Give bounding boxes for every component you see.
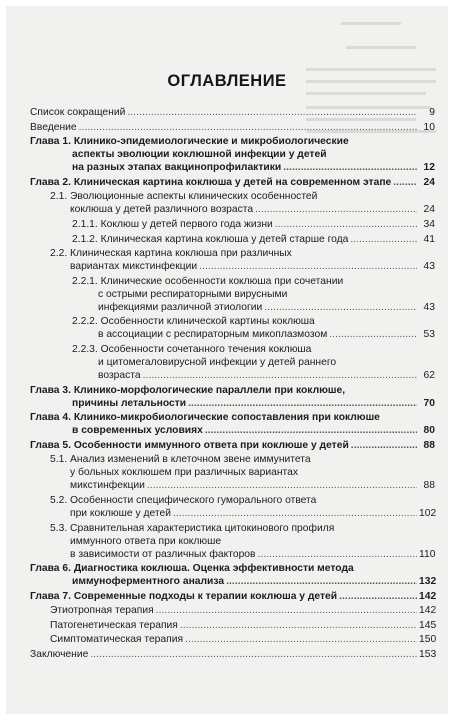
dot-leader: [180, 619, 417, 632]
toc-entry-text: 2.2.1. Клинические особенности коклюша при сочетании: [72, 275, 344, 287]
toc-entry: [30, 135, 435, 174]
toc-entry: [30, 247, 435, 273]
toc-page-number: 24: [423, 204, 435, 216]
dot-leader: [351, 439, 417, 452]
toc-entry-text: инфекциями различной этиологии: [98, 301, 263, 313]
toc-entry: [30, 176, 435, 189]
toc-page-number: 24: [423, 176, 435, 188]
toc-page-number: 53: [423, 329, 435, 341]
dot-leader: [127, 106, 417, 119]
toc-entry-text: Глава 6. Диагностика коклюша. Оценка эффективности метода: [30, 563, 354, 575]
toc-entry-text: при коклюше у детей: [70, 507, 171, 519]
book-page: [6, 6, 448, 714]
toc-entry-text: Глава 7. Современные подходы к терапии коклюша у детей: [30, 590, 338, 602]
toc-entry-text: Глава 1. Клинико-эпидемиологические и микробиологические: [30, 136, 349, 148]
dot-leader: [226, 575, 417, 588]
toc-entry-text: Патогенетическая терапия: [50, 619, 178, 631]
dot-leader: [188, 397, 417, 410]
toc-entry-text: 2.2.2. Особенности клинической картины коклюша: [72, 316, 315, 328]
toc-entry: [30, 604, 435, 617]
dot-leader: [255, 203, 417, 216]
toc-entry-text: иммунного ответа при коклюше: [70, 535, 222, 547]
toc-entry-text: Этиотропная терапия: [50, 605, 154, 617]
toc-entry: [30, 121, 435, 134]
dot-leader: [143, 369, 417, 382]
toc-entry: [30, 233, 435, 246]
toc-entry-text: 2.1. Эволюционные аспекты клинических особенностей: [50, 191, 318, 203]
toc-entry: [30, 343, 435, 382]
dot-leader: [185, 633, 417, 646]
toc-entry-text: и цитомегаловирусной инфекции у детей раннего: [98, 356, 337, 368]
toc-entry-text: 5.1. Анализ изменений в клеточном звене иммунитета: [50, 454, 311, 466]
toc-entry-text: коклюша у детей различного возраста: [70, 204, 254, 216]
dot-leader: [205, 424, 417, 437]
toc-page-number: 142: [419, 590, 437, 602]
page-title: ОГЛАВЛЕНИЕ: [167, 72, 287, 90]
toc-entry-text: в ассоциации с респираторным микоплазмозом: [98, 329, 328, 341]
toc-entry-text: 2.1.1. Коклюш у детей первого года жизни: [72, 218, 273, 230]
toc-entry-text: аспекты эволюции коклюшной инфекции у детей: [72, 149, 327, 161]
toc-entry: [30, 633, 435, 646]
toc-entry-text: с острыми респираторными вирусными: [98, 288, 288, 300]
toc-entry: [30, 648, 435, 661]
toc-entry: [30, 522, 435, 561]
toc-entry-text: Глава 4. Клинико-микробиологические сопоставления при коклюше: [30, 412, 380, 424]
toc-page-number: 88: [423, 480, 435, 492]
toc-page-number: 12: [423, 162, 435, 174]
toc-page-number: 150: [419, 634, 437, 646]
dot-leader: [79, 121, 417, 134]
toc-entry-text: Список сокращений: [30, 107, 126, 118]
dot-leader: [329, 328, 417, 341]
toc-entry-text: 5.2. Особенности специфического гуморального ответа: [50, 494, 317, 506]
toc-entry-text: вариантах микстинфекции: [70, 261, 198, 273]
toc-page-number: 132: [419, 576, 437, 588]
dot-leader: [90, 648, 417, 661]
toc-entry-text: Глава 2. Клиническая картина коклюша у детей на современном этапе: [30, 176, 392, 188]
toc-entry: [30, 494, 435, 520]
toc-page-number: 34: [423, 218, 435, 230]
toc-entry: [30, 439, 435, 452]
table-of-contents: [30, 106, 435, 663]
dot-leader: [147, 479, 417, 492]
toc-entry: [30, 590, 435, 603]
dot-leader: [283, 161, 417, 174]
toc-entry-text: в зависимости от различных факторов: [70, 548, 256, 560]
toc-page-number: 70: [423, 397, 435, 409]
toc-entry: [30, 411, 435, 437]
toc-entry-text: Введение: [30, 121, 77, 133]
toc-entry: [30, 275, 435, 314]
dot-leader: [156, 604, 417, 617]
toc-page-number: 62: [423, 369, 435, 381]
toc-page-number: 102: [419, 507, 437, 519]
toc-page-number: 41: [423, 233, 435, 245]
toc-page-number: 110: [419, 548, 436, 560]
toc-entry-text: 5.3. Сравнительная характеристика цитокинового профиля: [50, 522, 335, 534]
toc-entry-text: у больных коклюшем при различных вариантах: [70, 467, 299, 479]
toc-page-number: 88: [423, 439, 435, 451]
toc-entry-text: 2.1.2. Клиническая картина коклюша у детей старше года: [72, 233, 349, 245]
toc-page-number: 142: [419, 605, 437, 617]
toc-entry: [30, 315, 435, 341]
toc-entry-text: микстинфекции: [70, 480, 145, 492]
toc-page-number: 10: [423, 121, 435, 133]
dot-leader: [258, 548, 418, 561]
toc-page-number: 9: [429, 107, 435, 118]
toc-entry-text: иммуноферментного анализа: [72, 576, 225, 588]
toc-entry: [30, 190, 435, 216]
dot-leader: [199, 260, 417, 273]
toc-entry: [30, 562, 435, 588]
toc-entry-text: возраста: [98, 369, 141, 381]
toc-page-number: 43: [423, 301, 435, 313]
toc-entry: [30, 384, 435, 410]
toc-page-number: 153: [419, 649, 437, 661]
toc-entry: [30, 619, 435, 632]
toc-entry-text: Глава 3. Клинико-морфологические параллели при коклюше,: [30, 384, 346, 396]
dot-leader: [393, 176, 417, 189]
toc-entry-text: причины летальности: [72, 397, 187, 409]
dot-leader: [339, 590, 417, 603]
dot-leader: [275, 218, 417, 231]
toc-entry: [30, 106, 435, 119]
toc-entry: [30, 218, 435, 231]
toc-entry-text: 2.2. Клиническая картина коклюша при различных: [50, 248, 292, 260]
toc-entry-text: Симптоматическая терапия: [50, 634, 184, 646]
toc-entry-text: 2.2.3. Особенности сочетанного течения коклюша: [72, 343, 312, 355]
toc-entry-text: на разных этапах вакцинопрофилактики: [72, 162, 282, 174]
dot-leader: [173, 507, 417, 520]
dot-leader: [350, 233, 417, 246]
toc-entry: [30, 453, 435, 492]
toc-page-number: 145: [419, 619, 437, 631]
toc-entry-text: в современных условиях: [72, 425, 203, 437]
toc-entry-text: Глава 5. Особенности иммунного ответа при коклюше у детей: [30, 439, 349, 451]
dot-leader: [264, 301, 417, 314]
toc-page-number: 80: [423, 425, 435, 437]
toc-page-number: 43: [423, 261, 435, 273]
toc-entry-text: Заключение: [30, 649, 89, 661]
